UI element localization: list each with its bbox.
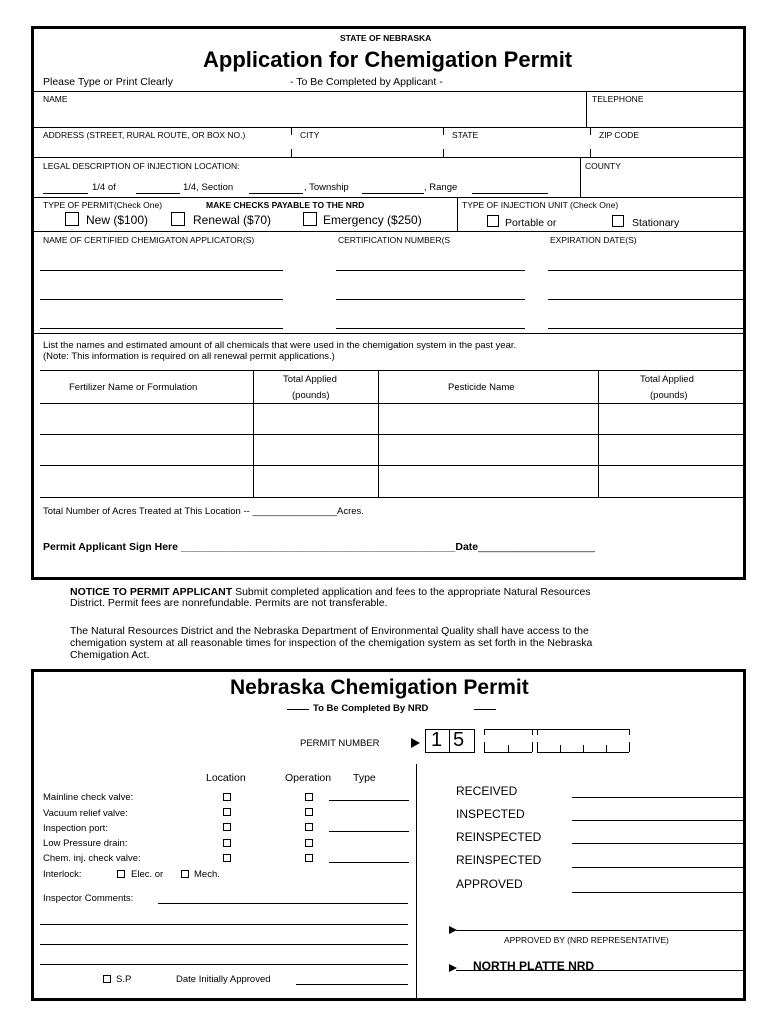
address-label: ADDRESS (STREET, RURAL ROUTE, OR BOX NO.) xyxy=(43,130,246,140)
chemicals-note: List the names and estimated amount of all chemicals that were used in the chemigation system in the past year. xyxy=(43,340,517,351)
location-column-header: Location xyxy=(206,772,246,784)
sp-checkbox[interactable] xyxy=(103,975,111,983)
portable-label: Portable or xyxy=(505,217,557,229)
pesticide-column-header: Pesticide Name xyxy=(448,382,515,393)
quarter-blank[interactable] xyxy=(43,193,88,194)
signature-line: Permit Applicant Sign Here _______________________________________________Date____________________ xyxy=(43,541,595,553)
notice-line2: District. Permit fees are nonrefundable. Permits are not transferable. xyxy=(70,597,388,609)
chemicals-note-line2: (Note: This information is required on all renewal permit applications.) xyxy=(43,351,335,362)
range-label: , Range xyxy=(424,182,458,193)
expiration-date-line[interactable] xyxy=(548,328,744,329)
certification-number-line[interactable] xyxy=(336,270,525,271)
inspection-port-label: Inspection port: xyxy=(43,823,108,834)
type-blank[interactable] xyxy=(329,831,409,832)
operation-checkbox[interactable] xyxy=(305,823,313,831)
comments-line[interactable] xyxy=(158,903,408,904)
approved-date-line[interactable] xyxy=(572,892,746,893)
renewal-permit-label: Renewal ($70) xyxy=(193,213,272,227)
comments-line[interactable] xyxy=(40,924,408,925)
notice-heading: NOTICE TO PERMIT APPLICANT xyxy=(70,586,233,598)
received-label: RECEIVED xyxy=(456,784,518,798)
type-column-header: Type xyxy=(353,772,376,784)
interlock-mech-label: Mech. xyxy=(194,869,220,880)
section-blank[interactable] xyxy=(249,193,303,194)
emergency-permit-checkbox[interactable] xyxy=(303,212,317,226)
new-permit-checkbox[interactable] xyxy=(65,212,79,226)
township-label: , Township xyxy=(304,182,349,193)
mainline-check-valve-label: Mainline check valve: xyxy=(43,792,134,803)
interlock-label: Interlock: xyxy=(43,869,82,880)
arrow-right-icon xyxy=(411,738,420,748)
section-label: 1/4, Section xyxy=(183,182,234,193)
certification-number-line[interactable] xyxy=(336,328,525,329)
inspected-label: INSPECTED xyxy=(456,807,525,821)
fertilizer-column-header: Fertilizer Name or Formulation xyxy=(69,382,198,393)
print-note: Please Type or Print Clearly xyxy=(43,76,173,88)
address-field[interactable] xyxy=(40,142,285,156)
page-title: Application for Chemigation Permit xyxy=(203,47,573,72)
permit-type-label: TYPE OF PERMIT(Check One) xyxy=(43,200,163,210)
reinspected-label: REINSPECTED xyxy=(456,853,542,867)
total-applied-column-header: Total Applied xyxy=(283,374,337,385)
pounds-unit-label: (pounds) xyxy=(650,390,688,401)
renewal-permit-checkbox[interactable] xyxy=(171,212,185,226)
range-blank[interactable] xyxy=(472,193,548,194)
location-checkbox[interactable] xyxy=(223,793,231,801)
quarter2-blank[interactable] xyxy=(136,193,180,194)
county-field[interactable] xyxy=(586,172,741,194)
state-field-label: STATE xyxy=(452,130,479,140)
date-initially-approved-line[interactable] xyxy=(296,984,408,985)
date-initially-approved-label: Date Initially Approved xyxy=(176,974,271,985)
notice-line1: NOTICE TO PERMIT APPLICANT Submit completed application and fees to the appropriate Natural Resources xyxy=(70,586,591,598)
type-blank[interactable] xyxy=(329,800,409,801)
acres-blank[interactable]: ________________ xyxy=(252,506,337,517)
new-permit-label: New ($100) xyxy=(86,213,149,227)
permit-number-label: PERMIT NUMBER xyxy=(300,738,380,749)
certification-number-line[interactable] xyxy=(336,299,525,300)
chem-inj-check-valve-label: Chem. inj. check valve: xyxy=(43,853,141,864)
stationary-checkbox[interactable] xyxy=(612,215,624,227)
acres-label: Total Number of Acres Treated at This Location -- ________________Acres. xyxy=(43,506,364,517)
city-field[interactable] xyxy=(296,142,436,156)
operation-checkbox[interactable] xyxy=(305,808,313,816)
operation-checkbox[interactable] xyxy=(305,793,313,801)
pounds-unit-label: (pounds) xyxy=(292,390,330,401)
permit-title: Nebraska Chemigation Permit xyxy=(230,676,529,699)
location-checkbox[interactable] xyxy=(223,808,231,816)
applicator-name-line[interactable] xyxy=(40,299,283,300)
applicator-name-line[interactable] xyxy=(40,328,283,329)
sp-label: S.P xyxy=(116,974,132,985)
nrd-name: NORTH PLATTE NRD xyxy=(473,959,595,973)
expiration-date-line[interactable] xyxy=(548,299,744,300)
portable-checkbox[interactable] xyxy=(487,215,499,227)
name-field[interactable] xyxy=(40,104,580,124)
legal-description-label: LEGAL DESCRIPTION OF INJECTION LOCATION: xyxy=(43,161,240,171)
state-field[interactable] xyxy=(448,142,583,156)
comments-line[interactable] xyxy=(40,964,408,965)
applicator-name-header: NAME OF CERTIFIED CHEMIGATON APPLICATOR(S) xyxy=(43,235,255,245)
approved-by-line[interactable] xyxy=(456,930,746,931)
zip-label: ZIP CODE xyxy=(599,130,639,140)
access-paragraph-line1: The Natural Resources District and the Nebraska Department of Environmental Quality shall have access to the xyxy=(70,625,589,637)
total-applied-column-header: Total Applied xyxy=(640,374,694,385)
expiration-date-header: EXPIRATION DATE(S) xyxy=(550,235,637,245)
permit-digit: 5 xyxy=(453,729,465,751)
interlock-elec-label: Elec. or xyxy=(131,869,164,880)
comments-line[interactable] xyxy=(40,944,408,945)
name-label: NAME xyxy=(43,94,68,104)
access-paragraph-line2: chemigation system at all reasonable times for inspection of the chemigation system as set forth in the Nebraska xyxy=(70,637,593,649)
zip-field[interactable] xyxy=(595,142,740,156)
low-pressure-drain-label: Low Pressure drain: xyxy=(43,838,128,849)
emergency-permit-label: Emergency ($250) xyxy=(323,213,422,227)
telephone-field[interactable] xyxy=(590,104,740,124)
applicator-name-line[interactable] xyxy=(40,270,283,271)
location-checkbox[interactable] xyxy=(223,839,231,847)
injection-unit-label: TYPE OF INJECTION UNIT (Check One) xyxy=(462,200,619,210)
signature-blank[interactable]: _______________________________________________ xyxy=(180,541,456,553)
stationary-label: Stationary xyxy=(632,217,680,229)
inspector-comments-label: Inspector Comments: xyxy=(43,893,134,904)
operation-column-header: Operation xyxy=(285,772,332,784)
vacuum-relief-valve-label: Vacuum relief valve: xyxy=(43,808,128,819)
location-checkbox[interactable] xyxy=(223,854,231,862)
county-label: COUNTY xyxy=(585,161,621,171)
access-paragraph-line3: Chemigation Act. xyxy=(70,649,150,661)
location-checkbox[interactable] xyxy=(223,823,231,831)
reinspected-date-line[interactable] xyxy=(572,867,746,868)
reinspected-label: REINSPECTED xyxy=(456,830,542,844)
permit-digit: 1 xyxy=(431,729,443,751)
nrd-permit-section xyxy=(31,669,746,1001)
operation-checkbox[interactable] xyxy=(305,839,313,847)
state-label: STATE OF NEBRASKA xyxy=(340,33,432,43)
reinspected-date-line[interactable] xyxy=(572,843,746,844)
operation-checkbox[interactable] xyxy=(305,854,313,862)
township-blank[interactable] xyxy=(362,193,424,194)
telephone-label: TELEPHONE xyxy=(592,94,644,104)
approved-label: APPROVED xyxy=(456,877,523,891)
date-blank[interactable]: ____________________ xyxy=(478,541,595,553)
inspected-date-line[interactable] xyxy=(572,820,746,821)
received-date-line[interactable] xyxy=(572,797,746,798)
nrd-line xyxy=(456,970,746,971)
certification-number-header: CERTIFICATION NUMBER(S xyxy=(338,235,451,245)
city-label: CITY xyxy=(300,130,320,140)
interlock-mech-checkbox[interactable] xyxy=(181,870,189,878)
permit-subtitle: To Be Completed By NRD xyxy=(313,703,429,714)
expiration-date-line[interactable] xyxy=(548,270,744,271)
approved-by-label: APPROVED BY (NRD REPRESENTATIVE) xyxy=(504,935,669,945)
type-blank[interactable] xyxy=(329,862,409,863)
quarter-label: 1/4 of xyxy=(92,182,116,193)
completed-by-note: - To Be Completed by Applicant - xyxy=(290,76,443,88)
interlock-elec-checkbox[interactable] xyxy=(117,870,125,878)
checks-payable-note: MAKE CHECKS PAYABLE TO THE NRD xyxy=(206,200,365,210)
